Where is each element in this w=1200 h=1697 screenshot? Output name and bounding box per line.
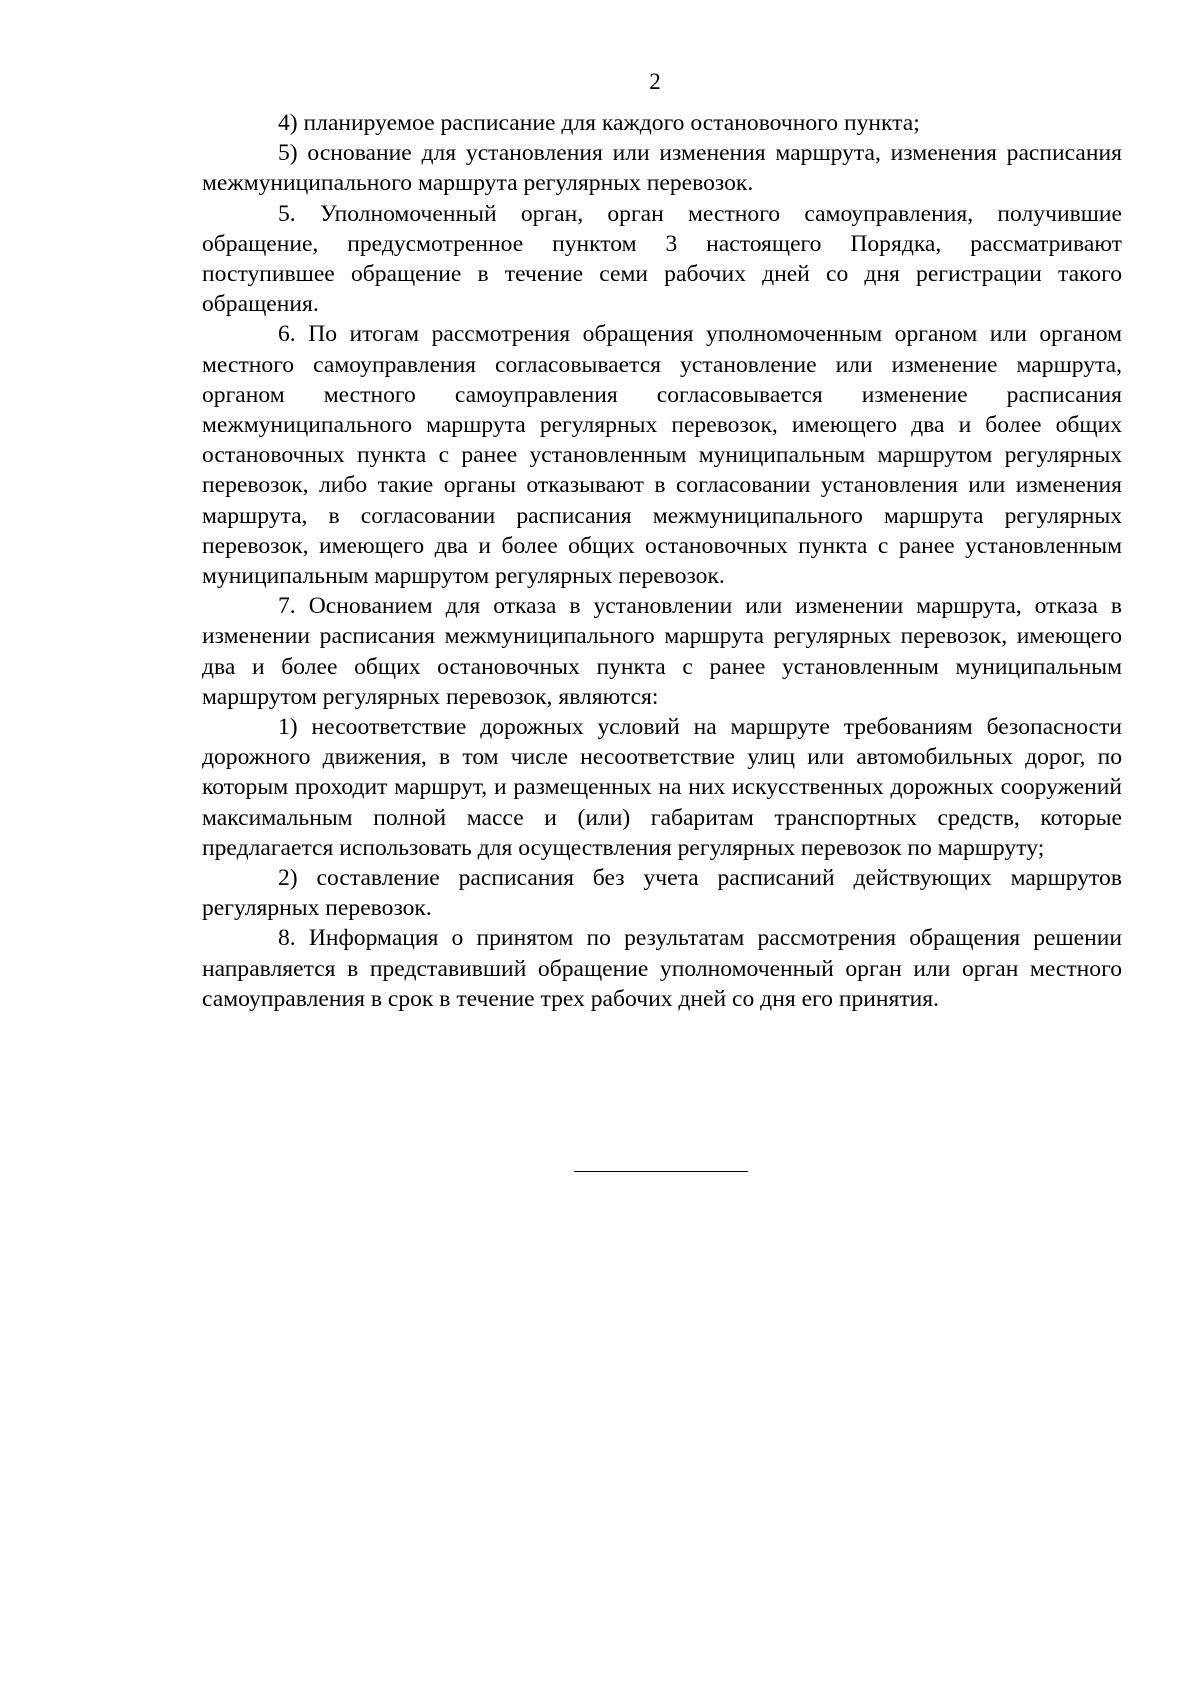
clause-8: 8. Информация о принятом по результатам рассмотрения обращения решении направляется в представивший обращение уполномоченный орган или орган местного самоуправления в срок в течение трех рабочих дней со дня его принятия. [202, 925, 1122, 1012]
clause-7-item-2: 2) составление расписания без учета расписаний действующих маршрутов регулярных перевозок. [202, 865, 1122, 922]
document-body [202, 108, 1122, 1014]
list-item-5-basis: 5) основание для установления или изменения маршрута, изменения расписания межмуниципального маршрута регулярных перевозок. [202, 140, 1122, 197]
end-divider [574, 1171, 748, 1172]
clause-5: 5. Уполномоченный орган, орган местного самоуправления, получившие обращение, предусмотренное пунктом 3 настоящего Порядка, рассматривают поступившее обращение в течение семи рабочих дней со дня регистрации такого обращения. [202, 200, 1122, 318]
list-item-4-schedule: 4) планируемое расписание для каждого остановочного пункта; [278, 110, 920, 136]
clause-7: 7. Основанием для отказа в установлении или изменении маршрута, отказа в изменении расписания межмуниципального маршрута регулярных перевозок, имеющего два и более общих остановочных пункта с ранее установленным муниципальным маршрутом регулярных перевозок, являются: [202, 593, 1122, 710]
clause-6: 6. По итогам рассмотрения обращения уполномоченным органом или органом местного самоуправления согласовывается установление или изменение маршрута, органом местного самоуправления согласовывается изменение расписания межмуниципального маршрута регулярных перевозок, имеющего два и более общих остановочных пункта с ранее установленным муниципальным маршрутом регулярных перевозок, либо такие органы отказывают в согласовании установления или изменения маршрута, в согласовании расписания межмуниципального маршрута регулярных перевозок, имеющего два и более общих остановочных пункта с ранее установленным муниципальным маршрутом регулярных перевозок. [202, 321, 1122, 590]
page-number: 2 [649, 69, 661, 94]
clause-7-item-1: 1) несоответствие дорожных условий на маршруте требованиям безопасности дорожного движения, в том числе несоответствие улиц или автомобильных дорог, по которым проходит маршрут, и размещенных на них искусственных дорожных сооружений максимальным полной массе и (или) габаритам транспортных средств, которые предлагается использовать для осуществления регулярных перевозок по маршруту; [202, 714, 1122, 861]
